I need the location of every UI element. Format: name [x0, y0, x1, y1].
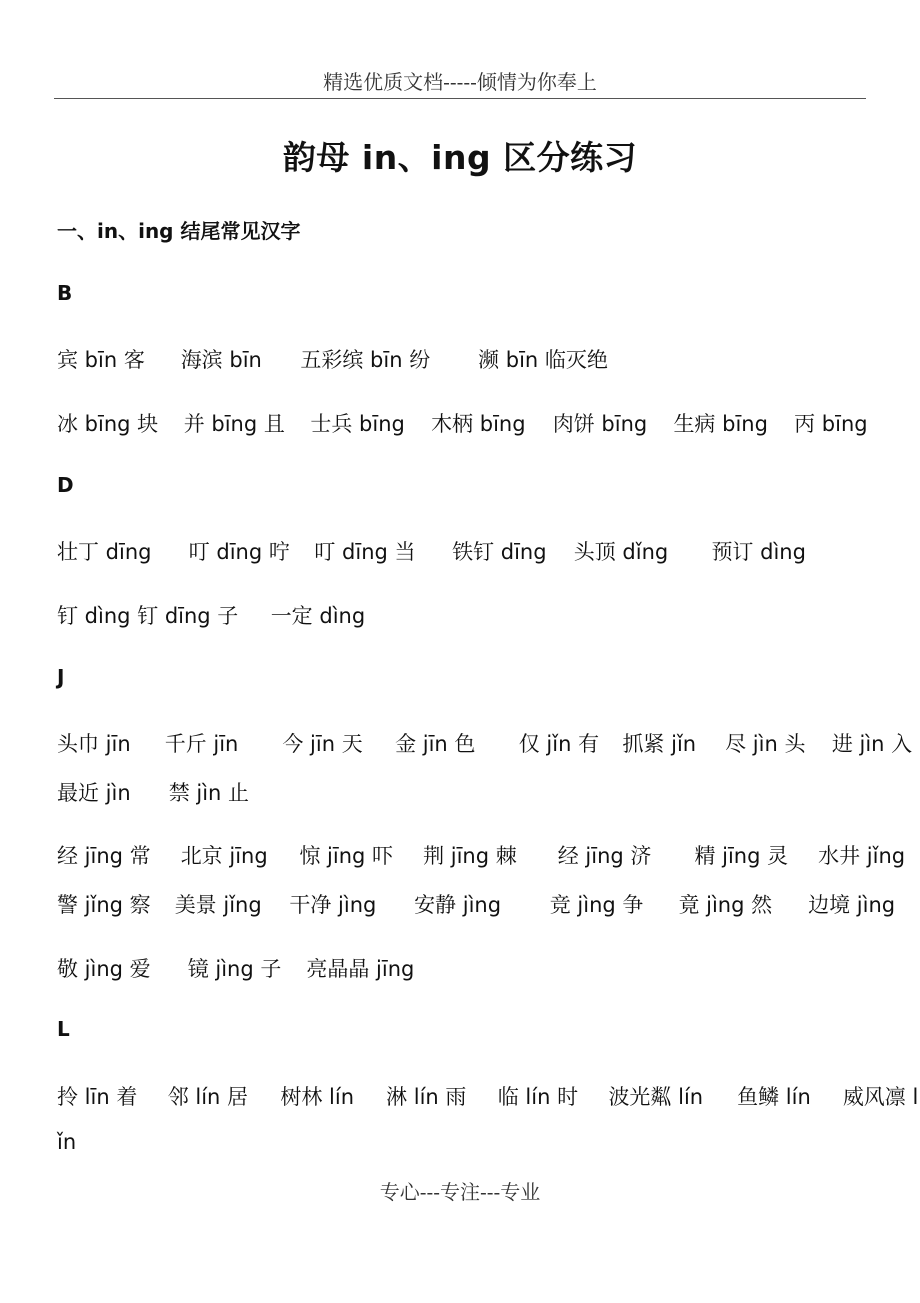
- line-b-1: [57, 344, 877, 374]
- word-item: 拎 līn 着: [57, 1085, 138, 1109]
- word-item: 经 jīng 济: [557, 844, 652, 868]
- letter-heading-j: J: [57, 665, 65, 689]
- word-item: 并 bīng 且: [183, 412, 285, 436]
- word-item: 经 jīng 常: [57, 844, 151, 868]
- word-item: 千斤 jīn: [164, 732, 239, 756]
- word-item: 铁钉 dīng: [452, 540, 547, 564]
- word-item: 水井 jǐng: [818, 844, 906, 868]
- word-item: 威风凛 l: [842, 1085, 919, 1109]
- line-l-2: [57, 1130, 877, 1154]
- word-item: 叮 dīng 咛: [188, 540, 290, 564]
- word-item: 进 jìn 入: [831, 732, 913, 756]
- word-item: 敬 jìng 爱: [57, 957, 151, 981]
- line-d-1: [57, 536, 877, 566]
- word-item: 最近 jìn: [57, 781, 131, 805]
- letter-heading-d: D: [57, 473, 74, 497]
- word-item: 尽 jìn 头: [725, 732, 806, 756]
- word-item: 波光粼 lín: [608, 1085, 704, 1109]
- word-item: 木柄 bīng: [431, 412, 526, 436]
- letter-heading-b: B: [57, 281, 73, 305]
- word-item: 边境 jìng: [808, 893, 896, 917]
- line-j-2: [57, 777, 877, 807]
- word-item: 预订 dìng: [711, 540, 806, 564]
- word-item: 北京 jīng: [180, 844, 268, 868]
- word-item: 竞 jìng 争: [549, 893, 644, 917]
- word-item: 淋 lín 雨: [386, 1085, 467, 1109]
- word-item: 丙 bīng: [794, 412, 868, 436]
- word-item: 叮 dīng 当: [314, 540, 416, 564]
- word-item: 抓紧 jǐn: [622, 732, 697, 756]
- word-item: 亮晶晶 jīng: [306, 957, 415, 981]
- page-footer: 专心---专注---专业: [379, 1180, 541, 1204]
- word-item: ǐn: [57, 1130, 77, 1154]
- word-item: 肉饼 bīng: [552, 412, 648, 436]
- word-item: 仅 jǐn 有: [518, 732, 600, 756]
- word-item: 鱼鳞 lín: [737, 1085, 811, 1109]
- word-item: 宾 bīn 客: [57, 348, 145, 372]
- header-divider: [54, 98, 866, 99]
- word-item: 安静 jìng: [414, 893, 502, 917]
- letter-heading-l: L: [57, 1017, 70, 1041]
- word-item: 警 jǐng 察: [57, 893, 151, 917]
- word-item: 金 jīn 色: [395, 732, 476, 756]
- word-item: 濒 bīn 临灭绝: [478, 348, 608, 372]
- word-item: 五彩缤 bīn 纷: [300, 348, 431, 372]
- word-item: 冰 bīng 块: [57, 412, 159, 436]
- word-item: 壮丁 dīng: [57, 540, 152, 564]
- word-item: 今 jīn 天: [282, 732, 363, 756]
- word-item: 头巾 jīn: [57, 732, 131, 756]
- word-item: 一定 dìng: [270, 604, 366, 628]
- word-item: 生病 bīng: [673, 412, 768, 436]
- word-item: 树林 lín: [280, 1085, 355, 1109]
- section-heading: 一、in、ing 结尾常见汉字: [57, 219, 301, 243]
- line-j-3: [57, 840, 906, 870]
- line-l-1: [57, 1081, 919, 1111]
- line-d-2: [57, 600, 877, 630]
- word-item: 海滨 bīn: [180, 348, 262, 372]
- word-item: 惊 jīng 吓: [299, 844, 394, 868]
- line-j-5: [57, 953, 877, 983]
- word-item: 邻 lín 居: [167, 1085, 249, 1109]
- page-header: 精选优质文档-----倾情为你奉上: [323, 70, 597, 94]
- word-item: 士兵 bīng: [310, 412, 405, 436]
- word-item: 临 lín 时: [497, 1085, 579, 1109]
- word-item: 禁 jìn 止: [168, 781, 250, 805]
- word-item: 镜 jìng 子: [187, 957, 282, 981]
- word-item: 竟 jìng 然: [678, 893, 773, 917]
- word-item: 精 jīng 灵: [694, 844, 789, 868]
- word-item: 荆 jīng 棘: [423, 844, 517, 868]
- word-item: 美景 jǐng: [174, 893, 262, 917]
- word-item: 头顶 dǐng: [573, 540, 669, 564]
- word-item: 钉 dìng 钉 dīng 子: [57, 604, 239, 628]
- line-j-1: [57, 728, 913, 758]
- line-j-4: [57, 889, 896, 919]
- word-item: 干净 jìng: [289, 893, 377, 917]
- document-title: 韵母 in、ing 区分练习: [282, 138, 638, 177]
- line-b-2: [57, 408, 877, 438]
